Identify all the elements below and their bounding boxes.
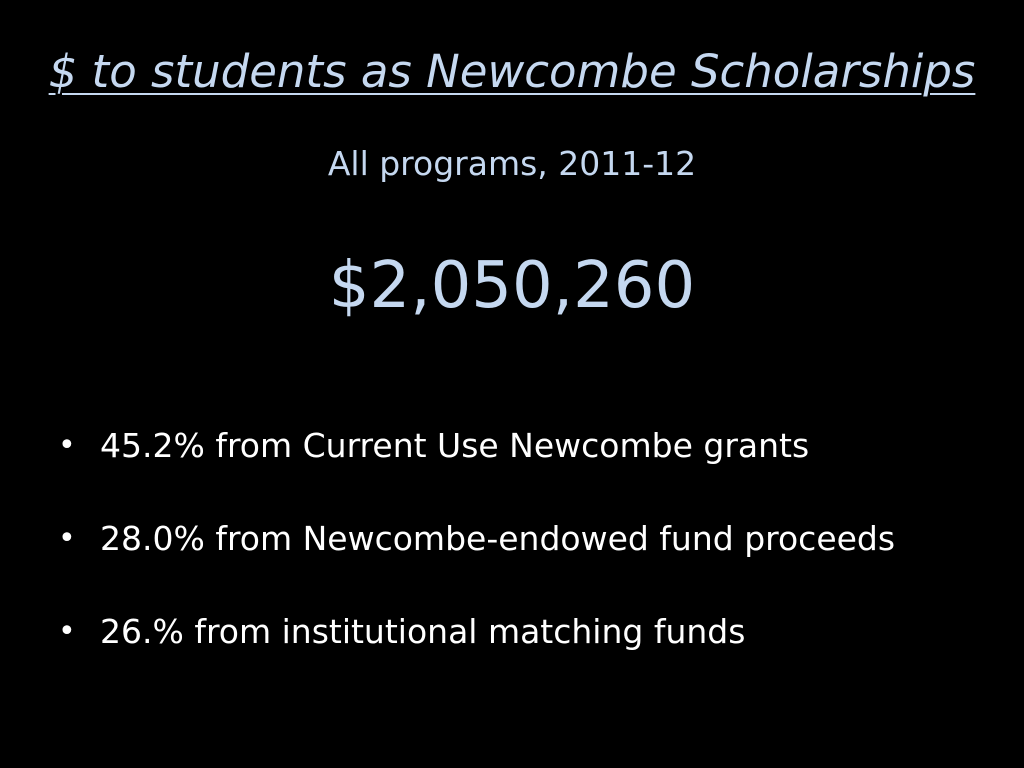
bullet-text-matching: 26.% from institutional matching funds <box>100 612 746 651</box>
bullet-point-icon: • <box>58 428 76 463</box>
bullet-item-current-use <box>58 420 1018 472</box>
bullet-point-icon: • <box>58 614 76 649</box>
bullet-list <box>58 420 1018 699</box>
total-amount: $2,050,260 <box>328 249 696 323</box>
bullet-item-matching <box>58 606 1018 658</box>
bullet-item-endowed <box>58 513 1018 565</box>
slide-title: $ to students as Newcombe Scholarships <box>48 45 976 98</box>
bullet-text-endowed: 28.0% from Newcombe-endowed fund proceeds <box>100 519 896 558</box>
bullet-text-current-use: 45.2% from Current Use Newcombe grants <box>100 426 810 465</box>
slide-subtitle: All programs, 2011-12 <box>327 144 697 183</box>
bullet-point-icon: • <box>58 521 76 556</box>
